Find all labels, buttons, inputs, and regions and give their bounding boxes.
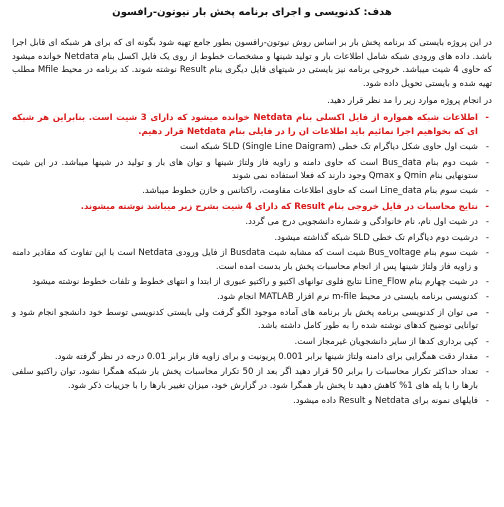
list-item: - اطلاعات شبکه همواره از فایل اکسلی بنام Netdata خوانده میشود که دارای 3 شیت است. بنابراین هر شبکه ای که بخواهیم اجرا نمائیم باید اطلاعات ان را در فایلی بنام Netdata قرار دهیم. (12, 112, 478, 139)
requirements-list (12, 112, 492, 408)
list-item: - در شیت اول نام، نام خانوادگی و شماره دانشجویی درج می گردد. (12, 216, 478, 229)
list-item: - شیت سوم بنام Line_data است که حاوی اطلاعات مقاومت، راکتانس و خازن خطوط میباشد. (12, 185, 478, 198)
list-item: - شیت اول حاوی شکل دیاگرام تک خطی (Single Line Daigram) SLD شبکه است (12, 141, 478, 154)
page-title: هدف: کدنویسی و اجرای برنامه پخش بار نیوتون-رافسون (112, 7, 392, 18)
list-item: - فایلهای نمونه برای Netdata و Result داده میشود. (12, 395, 478, 408)
list-item: - کپی برداری کدها از سایر دانشجویان غیرمجاز است. (12, 336, 478, 349)
intro-line: در انجام پروژه موارد زیر را مد نظر قرار دهید. (327, 96, 492, 107)
list-item: - شیت دوم بنام Bus_data است که حاوی دامنه و زاویه فاز ولتاژ شینها و توان های بار و تولید در شینها میباشد. در این شیت ستونهایی بنام Qmin و Qmax وجود دارند که فعلا استفاده نمی شوند (12, 157, 478, 184)
list-item: - می توان از کدنویسی برنامه پخش بار برنامه های آماده موجود الگو گرفت ولی بایستی کدنویسی توسط خود دانشجو انجام شود و توانایی توضیح کدهای نوشته شده را به طور کامل داشته باشد. (12, 307, 478, 334)
list-item: - شیت سوم بنام Bus_voltage شیت است که مشابه شیت Busdata از فایل ورودی Netdata است با این تفاوت که مقادیر دامنه و زاویه فاز ولتاژ شینها پس از انجام محاسبات پخش بار بدست امده است. (12, 247, 478, 274)
list-item: - نتایج محاسبات در فایل خروجی بنام Result که دارای 4 شیت بشرح زیر میباشد نوشته میشوند. (12, 201, 478, 214)
list-item: - درشیت دوم دیاگرام تک خطی SLD شبکه گذاشته میشود. (12, 232, 478, 245)
list-item: - مقدار دقت همگرایی برای دامنه ولتاژ شینها برابر 0.001 پریونیت و برای زاویه فاز برابر 0.01 درجه در نظر گرفته شود. (12, 351, 478, 364)
description-paragraph: در این پروژه بایستی کد برنامه پخش بار بر اساس روش نیوتون-رافسون بطور جامع تهیه شود بگونه ای که برای هر شبکه ای قابل اجرا باشد. داده های ورودی شبکه شامل اطلاعات بار و تولید شینها و مشخصات خطوط از روی یک فایل اکسل بنام Netdata خوانده میشود که حاوی 4 شیت میباشد. خروجی برنامه نیز بایستی در شیتهای فایل دیگری بنام Result نوشته شوند. کد برنامه در محیط Mfile مطلب تهیه شده و بایستی تحویل داده شود. (12, 38, 492, 89)
list-item: - کدنویسی برنامه بایستی در محیط m-file نرم افزار MATLAB انجام شود. (12, 291, 478, 304)
list-item: - تعداد حداکثر تکرار محاسبات را برابر 50 قرار دهید اگر بعد از 50 تکرار محاسبات پخش بار شبکه همگرا نشود، توان راکتیو سلفی بارها را با پله های 1% کاهش دهید تا پخش بار همگرا شود. در گزارش خود، میزان تغییر بارها را با جزییات ذکر شود. (12, 366, 478, 393)
list-item: - در شیت چهارم بنام Line_Flow نتایج فلوی توانهای اکتیو و راکتیو عبوری از ابتدا و انتهای خطوط و تلفات خطوط نوشته میشود (12, 276, 478, 289)
